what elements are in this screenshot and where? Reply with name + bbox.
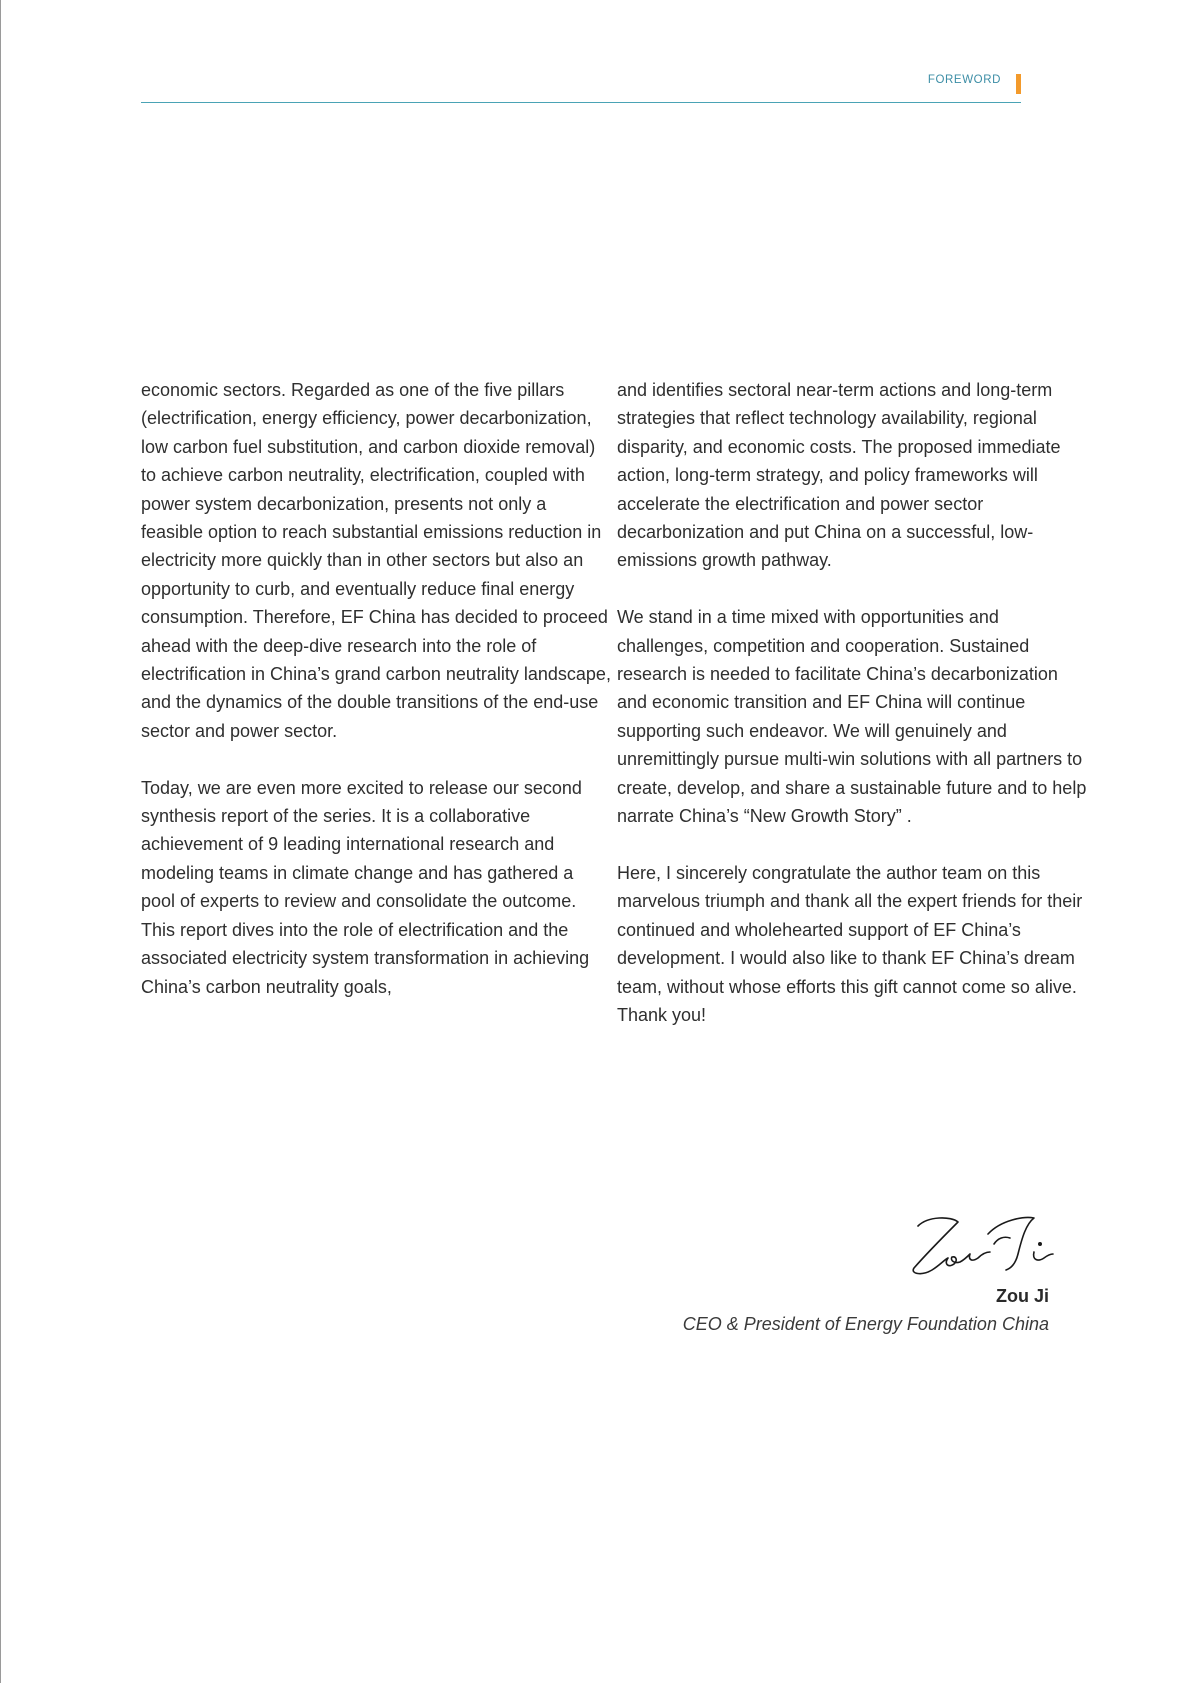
paragraph: and identifies sectoral near-term actions and long-term strategies that reflect technology availability, regional disparity, and economic costs. The proposed immediate action, long-term strategy, and policy frameworks will accelerate the electrification and power sector decarbonization and put China on a successful, low-emissions growth pathway. — [617, 380, 1061, 571]
paragraph: economic sectors. Regarded as one of the five pillars (electrification, energy efficiency, power decarbonization, low carbon fuel substitution, and carbon dioxide removal) to achieve carbon neutrality, electrification, coupled with power system decarbonization, presents not only a feasible option to reach substantial emissions reduction in electricity more quickly than in other sectors but also an opportunity to curb, and eventually reduce final energy consumption. Therefore, EF China has decided to proceed ahead with the deep-dive research into the role of electrification in China’s grand carbon neutrality landscape, and the dynamics of the double transitions of the end-use sector and power sector. — [141, 380, 611, 741]
signatory-name: Zou Ji — [996, 1286, 1049, 1306]
paragraph: We stand in a time mixed with opportunities and challenges, competition and cooperation. Sustained research is needed to facilitate China’s decarbonization and economic transition and EF China will continue supporting such endeavor. We will genuinely and unremittingly pursue multi-win solutions with all partners to create, develop, and share a sustainable future and to help narrate China’s “New Growth Story” . — [617, 607, 1087, 827]
section-label: FOREWORD — [927, 74, 1001, 86]
right-text-column — [617, 376, 1087, 1029]
signatory-title: CEO & President of Energy Foundation China — [682, 1314, 1049, 1334]
paragraph: Today, we are even more excited to release our second synthesis report of the series. It is a collaborative achievement of 9 leading international research and modeling teams in climate change and has gathered a pool of experts to review and consolidate the outcome. This report dives into the role of electrification and the associated electricity system transformation in achieving China’s carbon neutrality goals, — [141, 777, 590, 997]
handwritten-signature — [906, 1208, 1056, 1280]
page-edge-line — [0, 0, 1, 1683]
left-text-column — [141, 376, 611, 1001]
paragraph: Here, I sincerely congratulate the author team on this marvelous triumph and thank all the expert friends for their continued and wholehearted support of EF China’s development. I would also like to thank EF China’s dream team, without whose efforts this gift cannot come so alive. Thank you! — [617, 862, 1083, 1025]
page-header — [141, 62, 1021, 103]
section-accent-bar — [1016, 74, 1021, 94]
